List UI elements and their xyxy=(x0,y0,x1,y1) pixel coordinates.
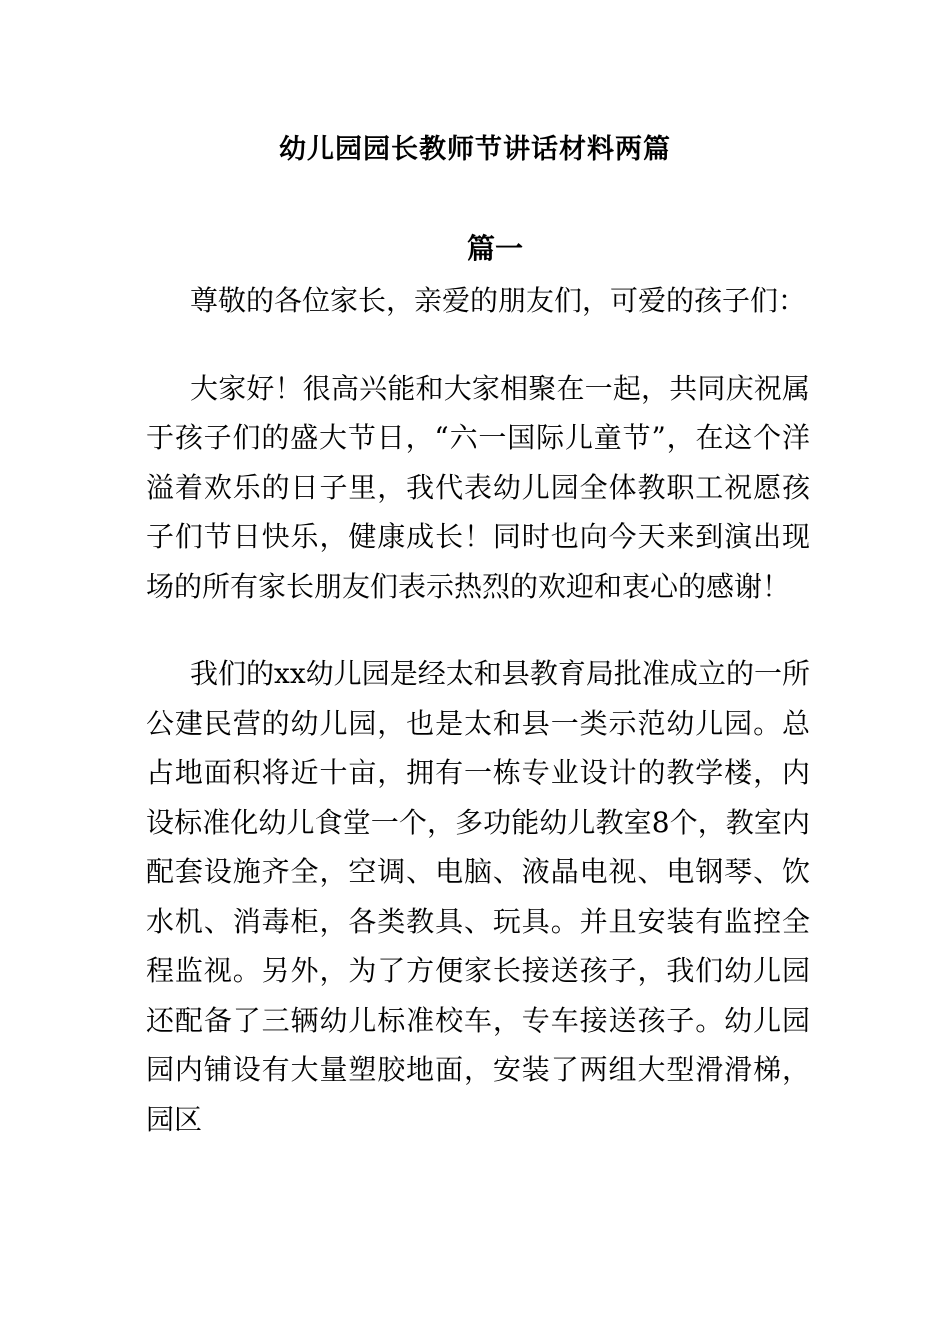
greeting-paragraph: 尊敬的各位家长，亲爱的朋友们，可爱的孩子们： xyxy=(190,284,807,317)
document-title: 幼儿园园长教师节讲话材料两篇 xyxy=(279,134,671,165)
body-paragraph: 我们的xx幼儿园是经太和县教育局批准成立的一所公建民营的幼儿园，也是太和县一类示范幼儿园。总占地面积将近十亩，拥有一栋专业设计的教学楼，内设标准化幼儿食堂一个，多功能幼儿教室8个，教室内配套设施齐全，空调、电脑、液晶电视、电钢琴、饮水机、消毒柜，各类教具、玩具。并且安装有监控全程监视。另外，为了方便家长接送孩子，我们幼儿园还配备了三辆幼儿标准校车，专车接送孩子。幼儿园园内铺设有大量塑胶地面，安装了两组大型滑滑梯，园区 xyxy=(146,657,810,1136)
document-body xyxy=(146,276,810,1144)
body-paragraph: 大家好！很高兴能和大家相聚在一起，共同庆祝属于孩子们的盛大节日，“六一国际儿童节”，在这个洋溢着欢乐的日子里，我代表幼儿园全体教职工祝愿孩子们节日快乐，健康成长！同时也向今天来到演出现场的所有家长朋友们表示热烈的欢迎和衷心的感谢！ xyxy=(146,371,810,603)
section-heading: 篇一 xyxy=(466,232,523,265)
